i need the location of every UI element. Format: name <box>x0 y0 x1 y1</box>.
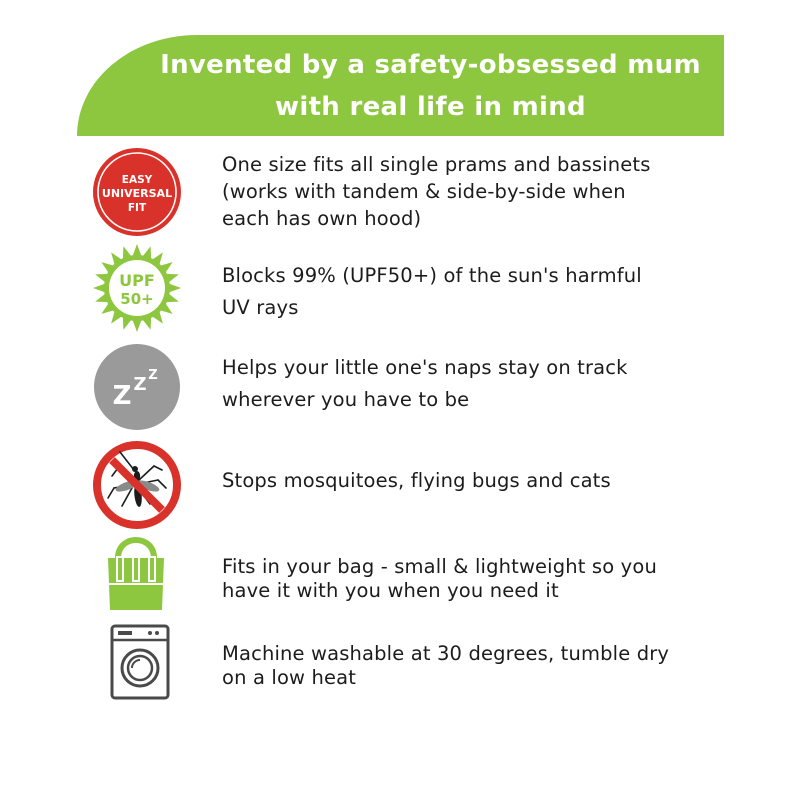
header-title-line-1: Invented by a safety-obsessed mum <box>160 49 701 80</box>
feature-line: wherever you have to be <box>222 388 470 411</box>
feature-line: have it with you when you need it <box>222 579 559 602</box>
z-medium: Z <box>133 374 147 395</box>
badge-text-universal: UNIVERSAL <box>101 187 173 200</box>
z-large: Z <box>112 381 132 411</box>
upf-50-sun-icon <box>92 243 182 333</box>
feature-line: Helps your little one's naps stay on track <box>222 356 628 379</box>
badge-text-easy: EASY <box>121 174 153 186</box>
feature-line: One size fits all single prams and bassinets <box>222 153 651 176</box>
feature-line: Blocks 99% (UPF50+) of the sun's harmful <box>222 264 642 287</box>
z-small: Z <box>148 368 158 383</box>
header-title-line-2: with real life in mind <box>275 91 586 122</box>
sleep-zzz-icon <box>92 342 182 432</box>
feature-washable-text <box>222 640 732 691</box>
sun-ray <box>169 284 181 293</box>
no-mosquito-icon <box>92 440 182 530</box>
sun-ray <box>93 284 105 293</box>
upf-value: 50+ <box>120 290 154 308</box>
bag-icon <box>96 528 186 618</box>
feature-line: on a low heat <box>222 666 357 689</box>
feature-upf-text <box>222 262 732 321</box>
sun-ray <box>133 244 142 256</box>
easy-universal-fit-badge-icon <box>92 147 182 237</box>
feature-line: Machine washable at 30 degrees, tumble dry <box>222 642 670 665</box>
feature-line: Fits in your bag - small & lightweight so you <box>222 555 657 578</box>
feature-universal-fit-text <box>222 151 732 232</box>
badge-text-fit: FIT <box>127 202 147 214</box>
feature-mosquitoes-text <box>222 467 732 494</box>
feature-line: UV rays <box>222 296 299 319</box>
upf-label: UPF <box>119 271 155 290</box>
header-banner <box>77 35 724 136</box>
sun-ray <box>133 320 142 332</box>
feature-line: Stops mosquitoes, flying bugs and cats <box>222 469 611 492</box>
feature-bag-text <box>222 553 732 604</box>
washing-machine-icon <box>110 624 200 714</box>
feature-naps-text <box>222 354 732 413</box>
feature-line: (works with tandem & side-by-side when <box>222 180 626 203</box>
feature-line: each has own hood) <box>222 207 422 230</box>
